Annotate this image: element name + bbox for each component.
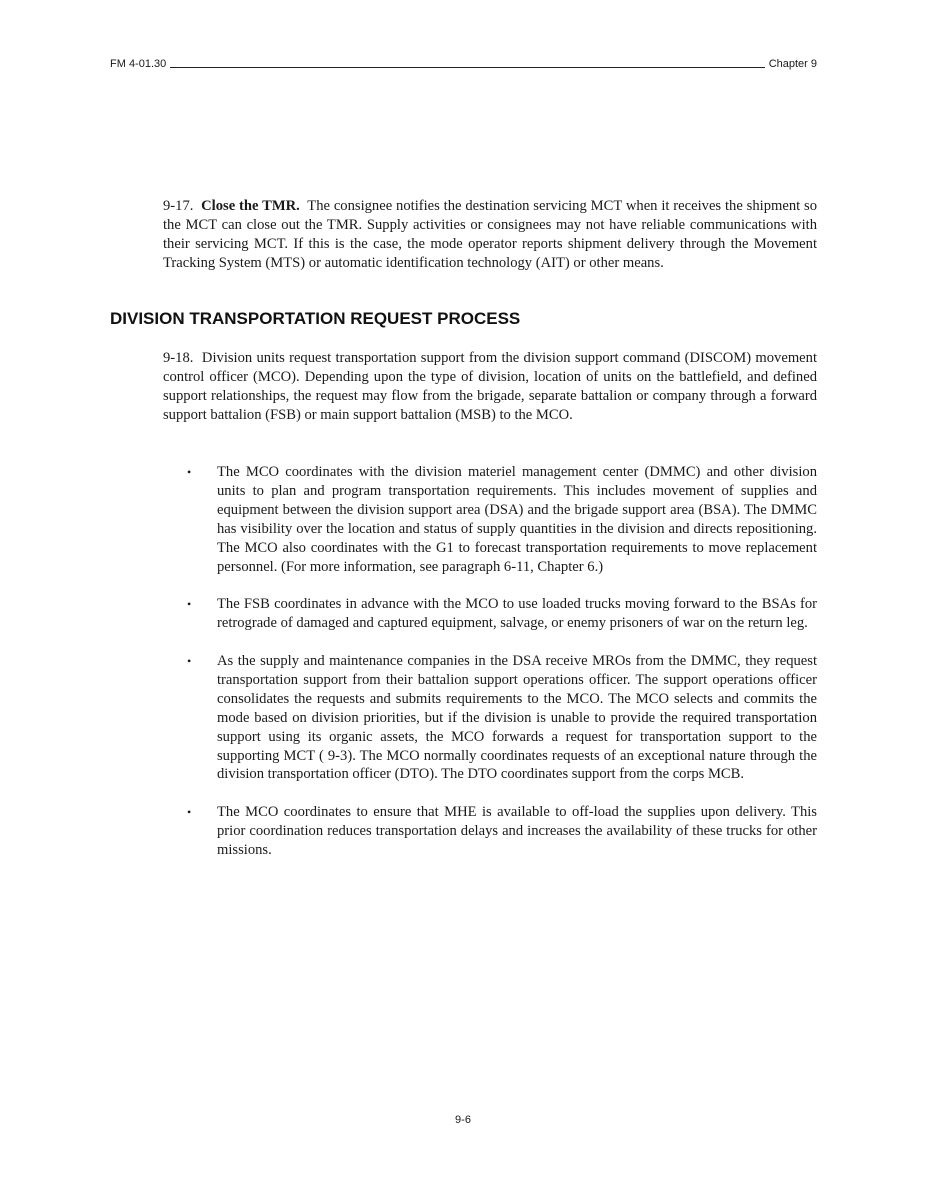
paragraph-number: 9-17.: [163, 198, 194, 214]
list-item-text: The MCO coordinates with the division materiel management center (DMMC) and other division units to plan and program transportation requirements. This includes movement of supplies and equipment between the division support area (DSA) and the brigade support area (BSA). The DMMC has visibility over the location and status of supply quantities in the division and directs repositioning. The MCO also coordinates with the G1 to forecast transportation requirements to move replacement personnel. (For more information, see paragraph 6-11, Chapter 6.): [217, 464, 817, 575]
bullet-icon: •: [187, 597, 192, 612]
paragraph-text: The consignee notifies the destination servicing MCT when it receives the shipment so the MCT can close out the TMR. Supply activities or consignees may not have reliable communications with their servicing MCT. If this is the case, the mode operator reports shipment delivery through the Movement Tracking System (MTS) or automatic identification technology (AIT) or other means.: [163, 198, 818, 271]
paragraph-title: Close the TMR.: [201, 198, 300, 214]
section-heading: DIVISION TRANSPORTATION REQUEST PROCESS: [110, 309, 521, 328]
list-item-text: As the supply and maintenance companies in the DSA receive MROs from the DMMC, they request transportation support from their battalion support operations officer. The support operations officer consolidates the requests and submits requirements to the MCO. The MCO selects and commits the mode based on division priorities, but if the division is unable to provide the required transportation support using its organic assets, the MCO forwards a request for transportation support to the supporting MCT ( 9-3). The MCO normally coordinates requests of an exceptional nature through the division transportation officer (DTO). The DTO coordinates support from the corps MCB.: [217, 653, 817, 783]
page-header: [110, 54, 817, 70]
list-item-text: The FSB coordinates in advance with the MCO to use loaded trucks moving forward to the BSAs for retrograde of damaged and captured equipment, salvage, or enemy prisoners of war on the return leg.: [217, 596, 817, 632]
header-rule: [170, 67, 764, 68]
bullet-icon: •: [187, 654, 192, 669]
list-item: [187, 463, 817, 576]
paragraph-number: 9-18.: [163, 350, 194, 366]
list-item: [187, 803, 817, 860]
list-item-text: The MCO coordinates to ensure that MHE is available to off-load the supplies upon delivery. This prior coordination reduces transportation delays and increases the availability of these trucks for other missions.: [217, 804, 817, 859]
list-item: [187, 595, 817, 633]
paragraph-9-17: [163, 197, 817, 273]
list-item: [187, 652, 817, 784]
bullet-icon: •: [187, 465, 192, 479]
page-number: 9-6: [455, 1114, 471, 1126]
bullet-icon: •: [187, 805, 192, 820]
header-doc-id: FM 4-01.30: [110, 58, 167, 70]
header-chapter: Chapter 9: [768, 58, 817, 70]
paragraph-text: Division units request transportation support from the division support command (DISCOM) movement control officer (MCO). Depending upon the type of division, location of units on the battlefield, and defined support relationships, the request may flow from the brigade, separate battalion or company through a forward support battalion (FSB) or main support battalion (MSB) to the MCO.: [163, 350, 817, 423]
paragraph-9-18: [163, 349, 817, 425]
bullet-list: [187, 463, 817, 879]
